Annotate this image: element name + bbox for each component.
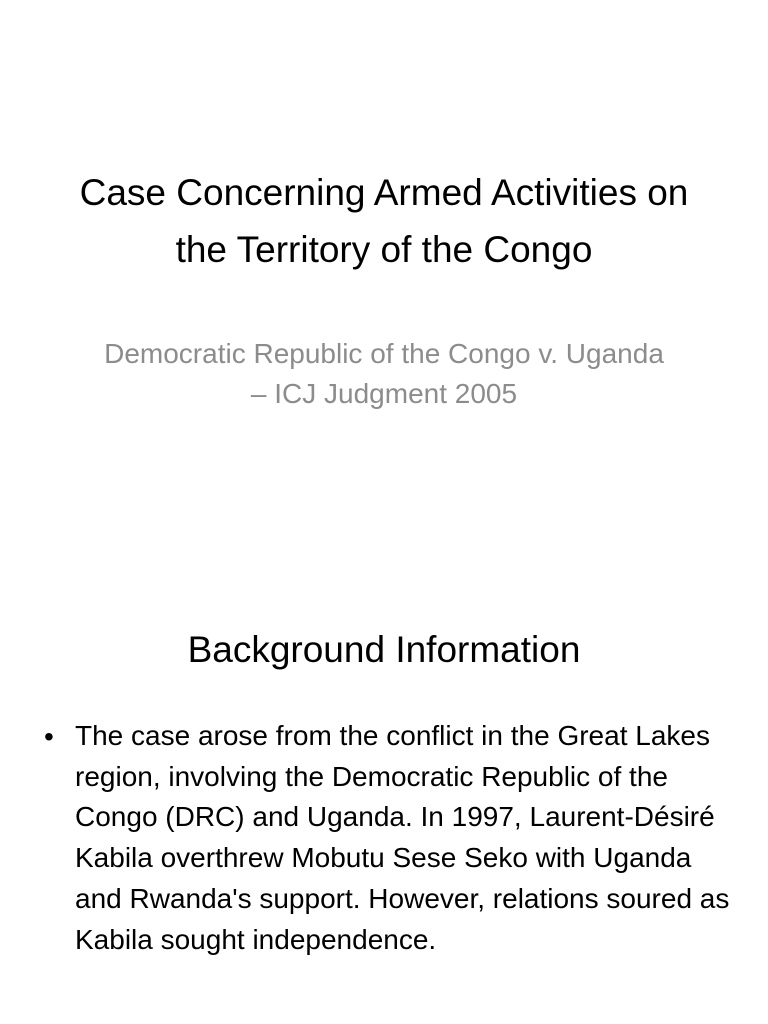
slide-heading: Background Information (187, 629, 581, 670)
bullet-icon: • (44, 721, 54, 752)
slide-title-heading: Case Concerning Armed Activities on the Territory of the Congo (79, 172, 689, 270)
bullet-list (40, 716, 730, 960)
slide-subtitle: Democratic Republic of the Congo v. Uganda – ICJ Judgment 2005 (104, 338, 664, 409)
list-item (40, 716, 730, 960)
slide-background-information (0, 576, 768, 1024)
bullet-text: The case arose from the conflict in the Great Lakes region, involving the Democratic Republic of the Congo (DRC) and Uganda. In 1997, Laurent-Désiré Kabila overthrew Mobutu Sese Seko with Uganda and Rwanda's support. However, relations soured as Kabila sought independence. (75, 720, 730, 955)
